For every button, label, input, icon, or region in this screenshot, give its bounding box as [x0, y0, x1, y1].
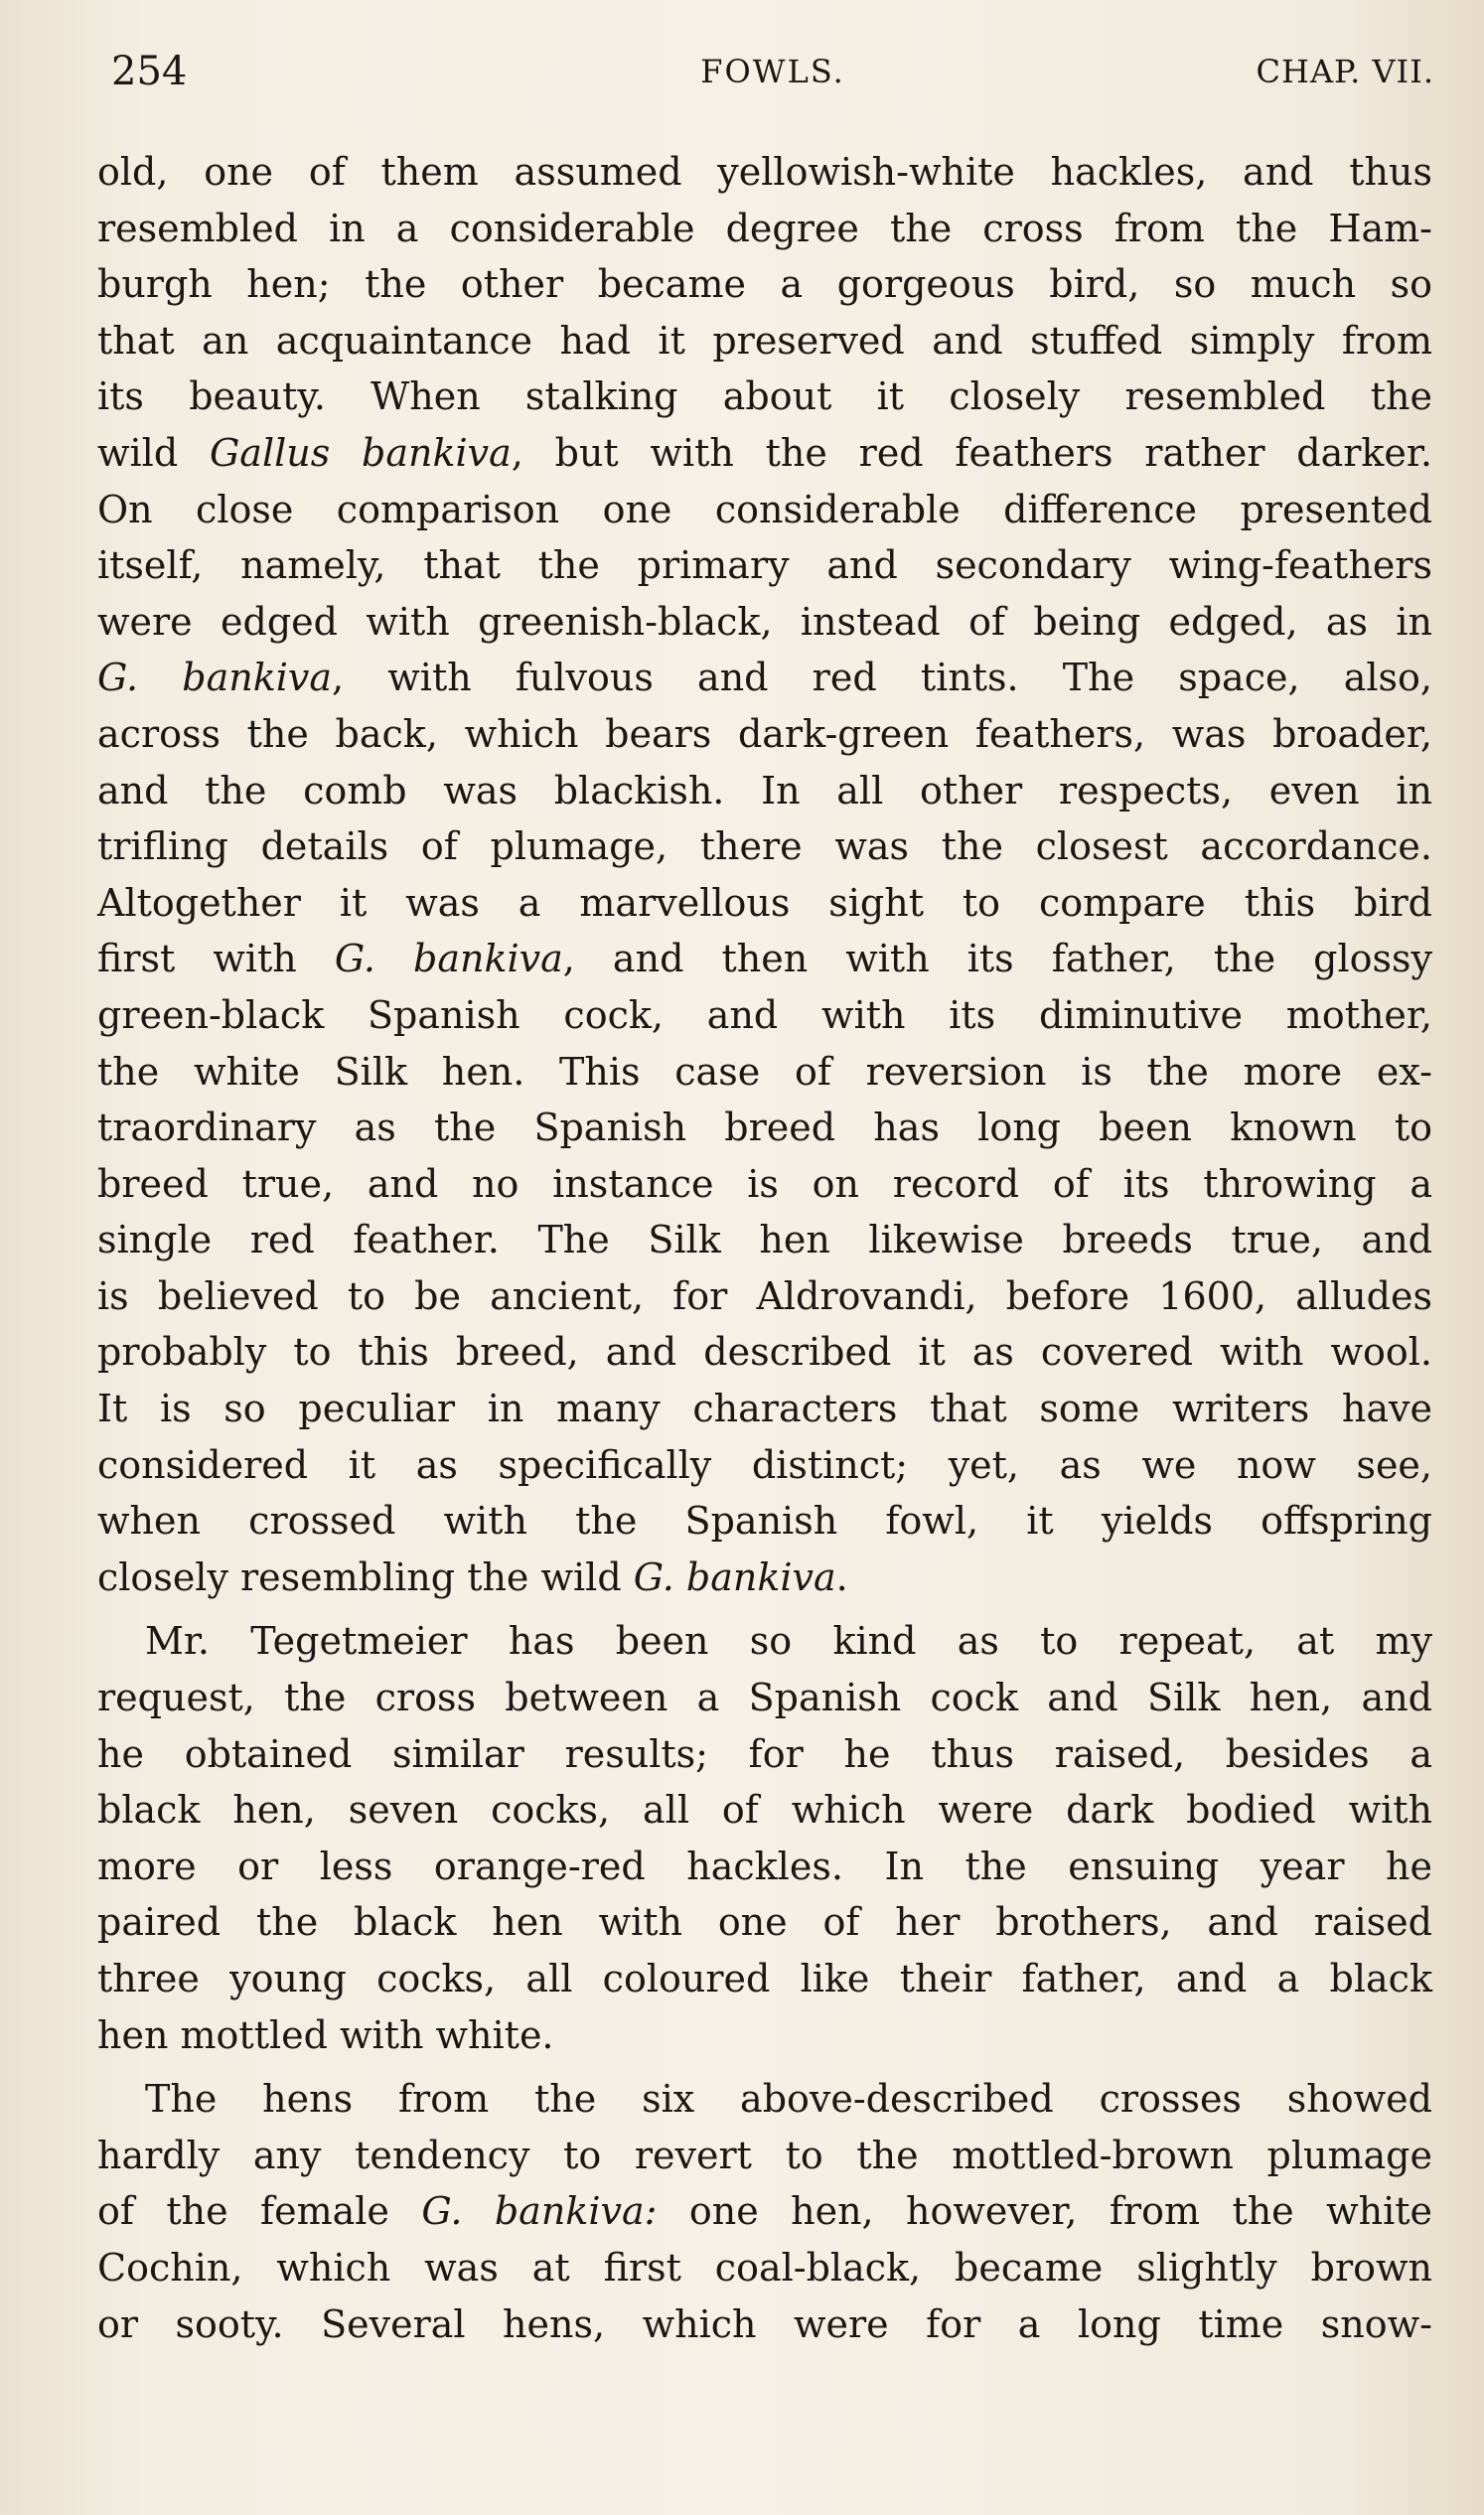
text-segment: of the female [97, 2189, 422, 2234]
text-line [97, 1381, 1432, 1437]
text-segment: itself, namely, that the primary and secondary wing-feathers [97, 543, 1432, 588]
page-number: 254 [111, 49, 188, 94]
text-segment: considered it as specifically distinct; yet, as we now see, [97, 1442, 1432, 1487]
text-segment: Mr. Tegetmeier has been so kind as to repeat, at my [145, 1619, 1432, 1664]
text-segment: paired the black hen with one of her brothers, and raised [97, 1900, 1432, 1945]
text-segment: . [835, 1554, 848, 1599]
text-line [97, 201, 1432, 257]
text-line [97, 1324, 1432, 1381]
text-line [97, 1212, 1432, 1268]
running-head [111, 42, 1434, 101]
text-line [97, 1782, 1432, 1839]
text-line [97, 987, 1432, 1044]
text-line [97, 537, 1432, 594]
paragraph-gap [97, 1605, 1432, 1613]
text-line [97, 1493, 1432, 1550]
text-segment: he obtained similar results; for he thus raised, besides a [97, 1731, 1432, 1776]
text-segment: , and then with its father, the glossy [562, 937, 1432, 981]
italic-text: G. bankiva [97, 656, 333, 700]
text-segment: Cochin, which was at first coal-black, became slightly brown [97, 2245, 1432, 2290]
text-line [97, 1613, 1432, 1670]
text-segment: , with fulvous and red tints. The space, also, [332, 656, 1432, 700]
text-segment: trifling details of plumage, there was the closest accordance. [97, 824, 1432, 869]
text-segment: more or less orange-red hackles. In the ensuing year he [97, 1844, 1432, 1888]
text-line [97, 1044, 1432, 1101]
text-segment: hen mottled with white. [97, 2012, 554, 2057]
text-line [97, 2128, 1432, 2184]
text-line [97, 1550, 1432, 1606]
text-line [97, 482, 1432, 538]
text-segment: breed true, and no instance is on record of its throwing a [97, 1161, 1432, 1206]
text-line [97, 2240, 1432, 2296]
text-segment: closely resembling the wild [97, 1554, 634, 1599]
text-segment: single red feather. The Silk hen likewise breeds true, and [97, 1218, 1432, 1262]
text-segment: one hen, however, from the white [657, 2189, 1433, 2234]
text-segment: Altogether it was a marvellous sight to compare this bird [97, 880, 1432, 925]
text-line [97, 256, 1432, 313]
text-segment: first with [97, 937, 335, 981]
text-segment: burgh hen; the other became a gorgeous bird, so much so [97, 262, 1432, 307]
text-segment: old, one of them assumed yellowish-white hackles, and thus [97, 150, 1432, 194]
text-line [97, 144, 1432, 201]
text-segment: three young cocks, all coloured like their father, and a black [97, 1957, 1432, 2000]
text-line [97, 818, 1432, 875]
text-line [97, 594, 1432, 651]
body-text [97, 144, 1432, 2352]
text-line [97, 706, 1432, 763]
text-line [97, 313, 1432, 370]
text-line [97, 2071, 1432, 2128]
text-segment: its beauty. When stalking about it closely resembled the [97, 374, 1432, 419]
text-line [97, 1437, 1432, 1494]
text-segment: request, the cross between a Spanish cock and Silk hen, and [97, 1676, 1432, 1720]
text-segment: that an acquaintance had it preserved and stuffed simply from [97, 318, 1432, 363]
italic-text: G. bankiva [633, 1554, 836, 1599]
text-line [97, 1156, 1432, 1213]
italic-text: G. bankiva [334, 937, 563, 981]
text-segment: The hens from the six above-described crosses showed [145, 2077, 1432, 2122]
text-line [97, 763, 1432, 819]
text-line [97, 1268, 1432, 1325]
paragraph-gap [97, 2063, 1432, 2071]
text-segment: wild [97, 430, 210, 475]
text-line [97, 2007, 1432, 2064]
text-segment: or sooty. Several hens, which were for a long time snow- [97, 2301, 1432, 2346]
text-segment: hardly any tendency to revert to the mottled-brown plumage [97, 2133, 1432, 2177]
paragraph [97, 1613, 1432, 2063]
paragraph [97, 2071, 1432, 2352]
text-line [97, 875, 1432, 932]
text-line [97, 1894, 1432, 1951]
text-segment: when crossed with the Spanish fowl, it yields offspring [97, 1499, 1432, 1544]
text-line [97, 2296, 1432, 2353]
text-segment: , but with the red feathers rather darker. [511, 430, 1432, 475]
text-line [97, 931, 1432, 987]
italic-text: Gallus bankiva [209, 430, 512, 475]
text-segment: resembled in a considerable degree the cross from the Ham- [97, 206, 1432, 250]
paragraph [97, 144, 1432, 1605]
text-segment: On close comparison one considerable difference presented [97, 487, 1432, 531]
text-segment: traordinary as the Spanish breed has long been known to [97, 1106, 1432, 1150]
text-segment: and the comb was blackish. In all other respects, even in [97, 768, 1432, 813]
text-segment: It is so peculiar in many characters that some writers have [97, 1387, 1432, 1431]
text-line [97, 1100, 1432, 1156]
text-line [97, 369, 1432, 425]
text-line [97, 1951, 1432, 2007]
italic-text: G. bankiva: [421, 2189, 658, 2234]
text-segment: the white Silk hen. This case of reversion is the more ex- [97, 1049, 1432, 1094]
text-line [97, 650, 1432, 706]
chapter-title: FOWLS. [700, 53, 845, 90]
text-segment: green-black Spanish cock, and with its diminutive mother, [97, 992, 1432, 1037]
text-line [97, 425, 1432, 482]
chapter-reference: CHAP. VII. [1256, 53, 1434, 90]
text-segment: probably to this breed, and described it as covered with wool. [97, 1330, 1432, 1375]
text-segment: black hen, seven cocks, all of which were dark bodied with [97, 1788, 1432, 1833]
text-line [97, 2183, 1432, 2240]
text-segment: across the back, which bears dark-green feathers, was broader, [97, 711, 1432, 756]
text-segment: were edged with greenish-black, instead of being edged, as in [97, 599, 1432, 644]
text-line [97, 1670, 1432, 1726]
text-line [97, 1839, 1432, 1895]
text-line [97, 1726, 1432, 1783]
text-segment: is believed to be ancient, for Aldrovandi, before 1600, alludes [97, 1273, 1432, 1318]
